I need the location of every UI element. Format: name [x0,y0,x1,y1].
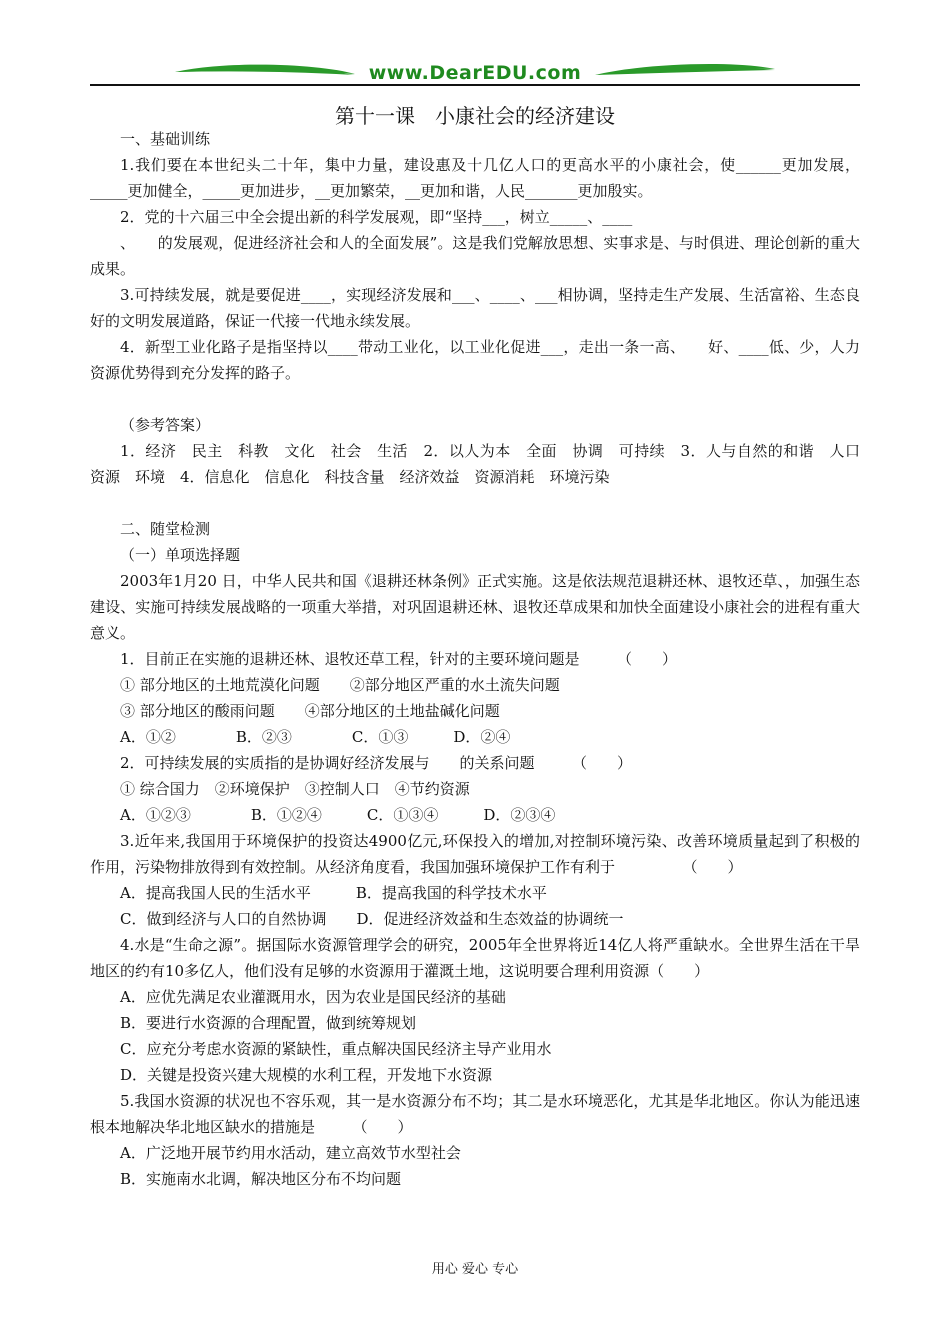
q2-choices: A．①②③ B．①②④ C．①③④ D．②③④ [120,806,556,824]
q3-choices-cd: C．做到经济与人口的自然协调 D．促进经济效益和生态效益的协调统一 [120,910,624,928]
section-heading-basic: 一、基础训练 [120,130,211,148]
quiz-intro: 2003年1月20 日，中华人民共和国《退耕还林条例》正式实施。这是依法规范退耕还林、退牧还草、，加强生态建设、实施可持续发展战略的一项重大举措，对巩固退耕还林、退牧还草成果和加快全面建设小康社会的进程有重大意义。 [90,572,860,642]
page-footer: 用心 爱心 专心 [431,1262,519,1277]
site-banner [90,60,860,100]
q4-choice-d: D．关键是投资兴建大规模的水利工程，开发地下水资源 [120,1066,493,1084]
q1-choices: A．①② B．②③ C．①③ D．②④ [120,728,511,746]
q1-option-line2: ③ 部分地区的酸雨问题 ④部分地区的土地盐碱化问题 [120,702,500,720]
section-heading-quiz: 二、随堂检测 [120,520,211,538]
basic-q4: 4．新型工业化路子是指坚持以____带动工业化，以工业化促进___，走出一条一高、 好、____低、少，人力资源优势得到充分发挥的路子。 [90,338,860,382]
q1-option-line1: ① 部分地区的土地荒漠化问题 ②部分地区严重的水土流失问题 [120,676,560,694]
q2-option-line: ① 综合国力 ②环境保护 ③控制人口 ④节约资源 [120,780,470,798]
basic-q2-line1: 2．党的十六届三中全会提出新的科学发展观，即“坚持___，树立_____、____ [120,208,633,226]
document-body [90,126,876,1192]
basic-q3: 3.可持续发展，就是要促进____，实现经济发展和___、____、___相协调，坚持走生产发展、生活富裕、生态良好的文明发展道路，保证一代接一代地永续发展。 [90,286,860,330]
answers-text: 1．经济 民主 科教 文化 社会 生活 2．以人为本 全面 协调 可持续 3．人与自然的和谐 人口 资源 环境 4．信息化 信息化 科技含量 经济效益 资源消耗 环境污染 [90,442,876,486]
q1-stem: 1．目前正在实施的退耕还林、退牧还草工程，针对的主要环境问题是 （ ） [120,650,678,668]
q5-choice-b: B．实施南水北调，解决地区分布不均问题 [120,1170,402,1188]
q4-stem: 4.水是“生命之源”。据国际水资源管理学会的研究，2005年全世界将近14亿人将严重缺水。全世界生活在干旱地区的约有10多亿人，他们没有足够的水资源用于灌溉土地，这说明要合理利用资源（ ） [90,936,860,980]
site-name[interactable]: www.DearEDU.com [368,62,582,84]
q3-stem: 3.近年来,我国用于环境保护的投资达4900亿元,环保投入的增加,对控制环境污染、改善环境质量起到了积极的作用，污染物排放得到有效控制。从经济角度看，我国加强环境保护工作有利于 （ ） [90,832,860,876]
q3-choices-ab: A．提高我国人民的生活水平 B．提高我国的科学技术水平 [120,884,547,902]
q5-choice-a: A．广泛地开展节约用水活动，建立高效节水型社会 [120,1144,461,1162]
page-title: 第十一课 小康社会的经济建设 [335,104,615,128]
answers-heading: （参考答案） [120,416,211,434]
q2-stem: 2．可持续发展的实质指的是协调好经济发展与 的关系问题 （ ） [120,754,633,772]
q5-stem: 5.我国水资源的状况也不容乐观，其一是水资源分布不均；其二是水环境恶化，尤其是华北地区。你认为能迅速根本地解决华北地区缺水的措施是 （ ） [90,1092,860,1136]
basic-q1: 1.我们要在本世纪头二十年，集中力量，建设惠及十几亿人口的更高水平的小康社会，使______更加发展，_____更加健全，_____更加进步，__更加繁荣，__更加和谐，人民_______更加殷实。 [90,156,860,200]
q4-choice-b: B．要进行水资源的合理配置，做到统筹规划 [120,1014,417,1032]
basic-q2-line2: 、 的发展观，促进经济社会和人的全面发展”。这是我们党解放思想、实事求是、与时俱进、理论创新的重大成果。 [90,234,860,278]
q4-choice-c: C．应充分考虑水资源的紧缺性，重点解决国民经济主导产业用水 [120,1040,552,1058]
q4-choice-a: A．应优先满足农业灌溉用水，因为农业是国民经济的基础 [120,988,506,1006]
quiz-subheading: （一）单项选择题 [120,546,241,564]
